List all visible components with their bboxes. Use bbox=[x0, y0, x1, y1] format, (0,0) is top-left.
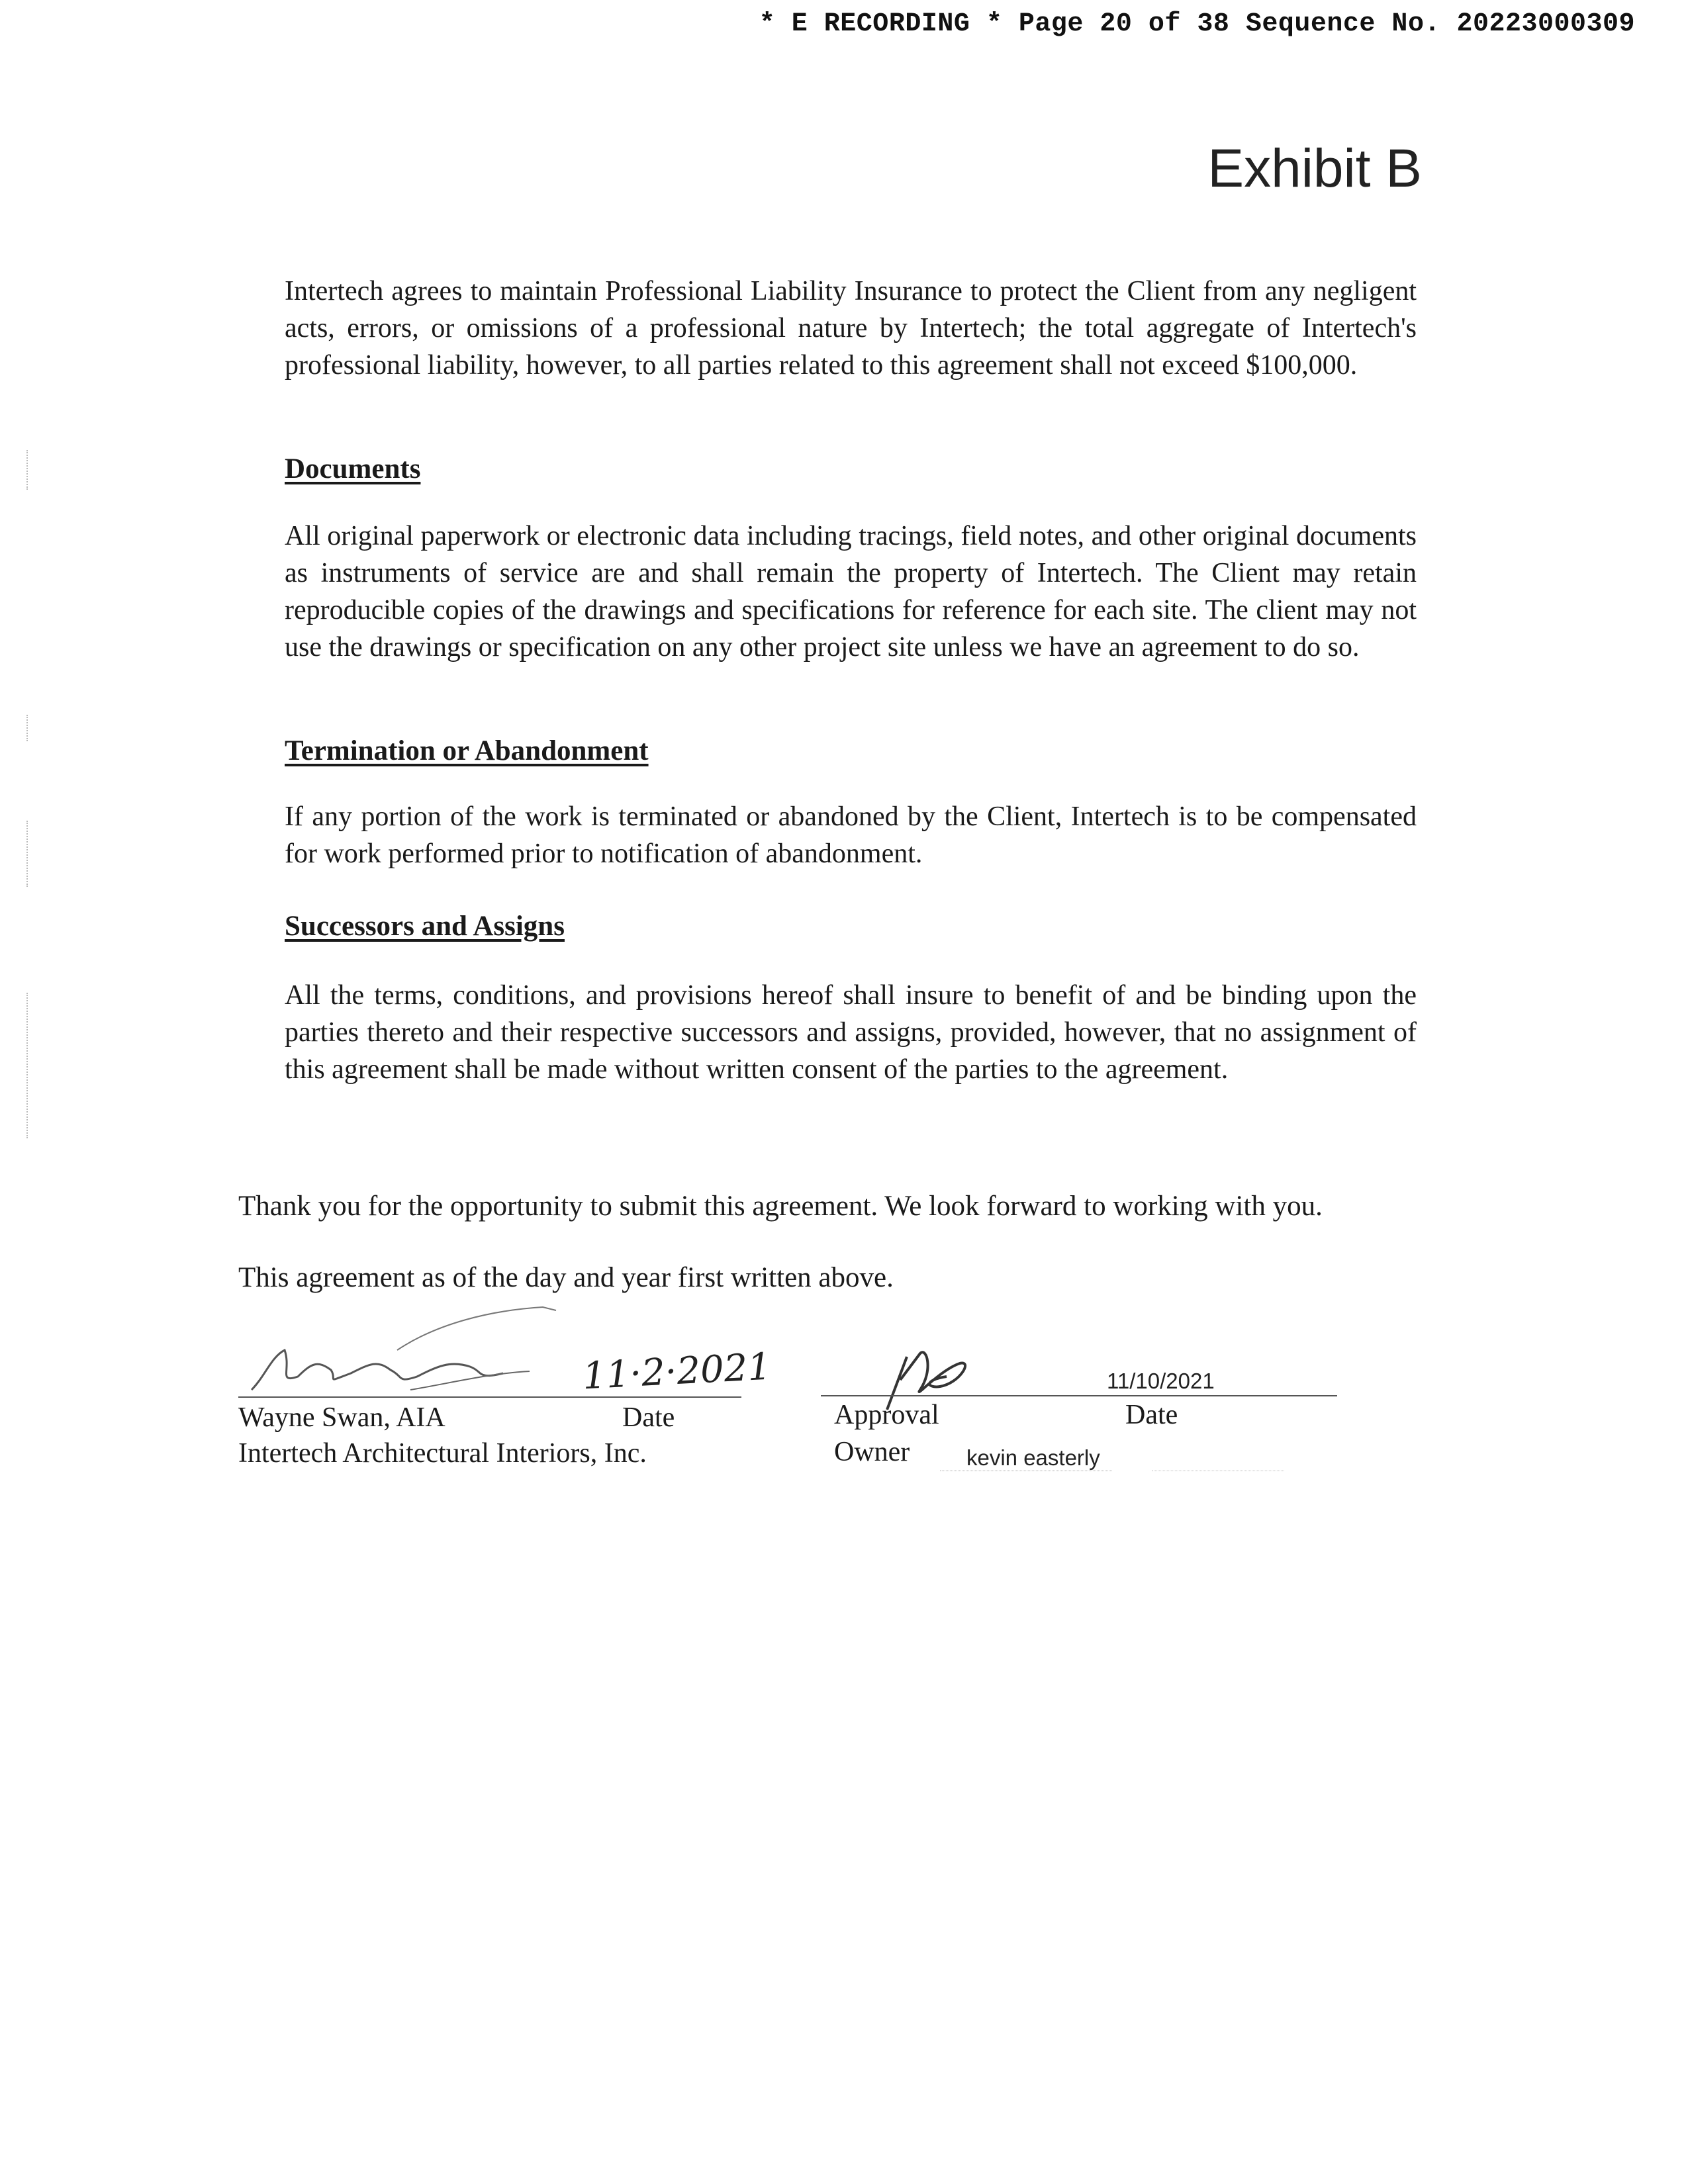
approval-label: Approval bbox=[834, 1400, 939, 1430]
approval-date-value: 11/10/2021 bbox=[1107, 1369, 1215, 1393]
handwritten-date-left: 11·2·2021 bbox=[581, 1345, 773, 1398]
as-of-line: This agreement as of the day and year first written above. bbox=[238, 1262, 894, 1293]
right-signature-line bbox=[821, 1395, 1337, 1396]
documents-paragraph: All original paperwork or electronic data including tracings, field notes, and other original documents as instruments of service are and shall remain the property of Intertech. The Client may retain reproducible copies of the drawings and specifications for reference for each site. The client may not use the drawings or specification on any other project site unless we have an agreement to do so. bbox=[285, 521, 1417, 662]
recording-header: * E RECORDING * Page 20 of 38 Sequence No. 20223000309 bbox=[759, 9, 1635, 39]
left-date-label: Date bbox=[622, 1402, 675, 1433]
successors-paragraph: All the terms, conditions, and provisions hereof shall insure to benefit of and be binding upon the parties thereto and their respective successors and assigns, provided, however, that no assignment of this agreement shall be made without written consent of the parties to the agreement. bbox=[285, 980, 1417, 1085]
left-signature-line bbox=[238, 1396, 741, 1398]
exhibit-title: Exhibit B bbox=[1207, 138, 1422, 199]
signer-name: Wayne Swan, AIA bbox=[238, 1402, 445, 1433]
right-date-label: Date bbox=[1125, 1400, 1178, 1430]
scan-margin-mark bbox=[26, 715, 28, 741]
scan-margin-mark bbox=[26, 993, 28, 1138]
scan-margin-mark bbox=[26, 821, 28, 887]
insurance-paragraph: Intertech agrees to maintain Professional Liability Insurance to protect the Client from any negligent acts, errors, or omissions of a professional nature by Intertech; the total aggregate of Intertech's professional liability, however, to all parties related to this agreement shall not exceed $100,000. bbox=[285, 276, 1417, 381]
scan-margin-mark bbox=[26, 450, 28, 490]
termination-heading: Termination or Abandonment bbox=[285, 735, 649, 766]
owner-label: Owner bbox=[834, 1437, 910, 1467]
documents-heading: Documents bbox=[285, 453, 421, 484]
thank-you-line: Thank you for the opportunity to submit this agreement. We look forward to working with you. bbox=[238, 1191, 1323, 1222]
signer-company: Intertech Architectural Interiors, Inc. bbox=[238, 1438, 647, 1469]
owner-name: kevin easterly bbox=[966, 1445, 1100, 1470]
successors-heading: Successors and Assigns bbox=[285, 911, 565, 942]
termination-paragraph: If any portion of the work is terminated or abandoned by the Client, Intertech is to be compensated for work performed prior to notification of abandonment. bbox=[285, 801, 1417, 869]
